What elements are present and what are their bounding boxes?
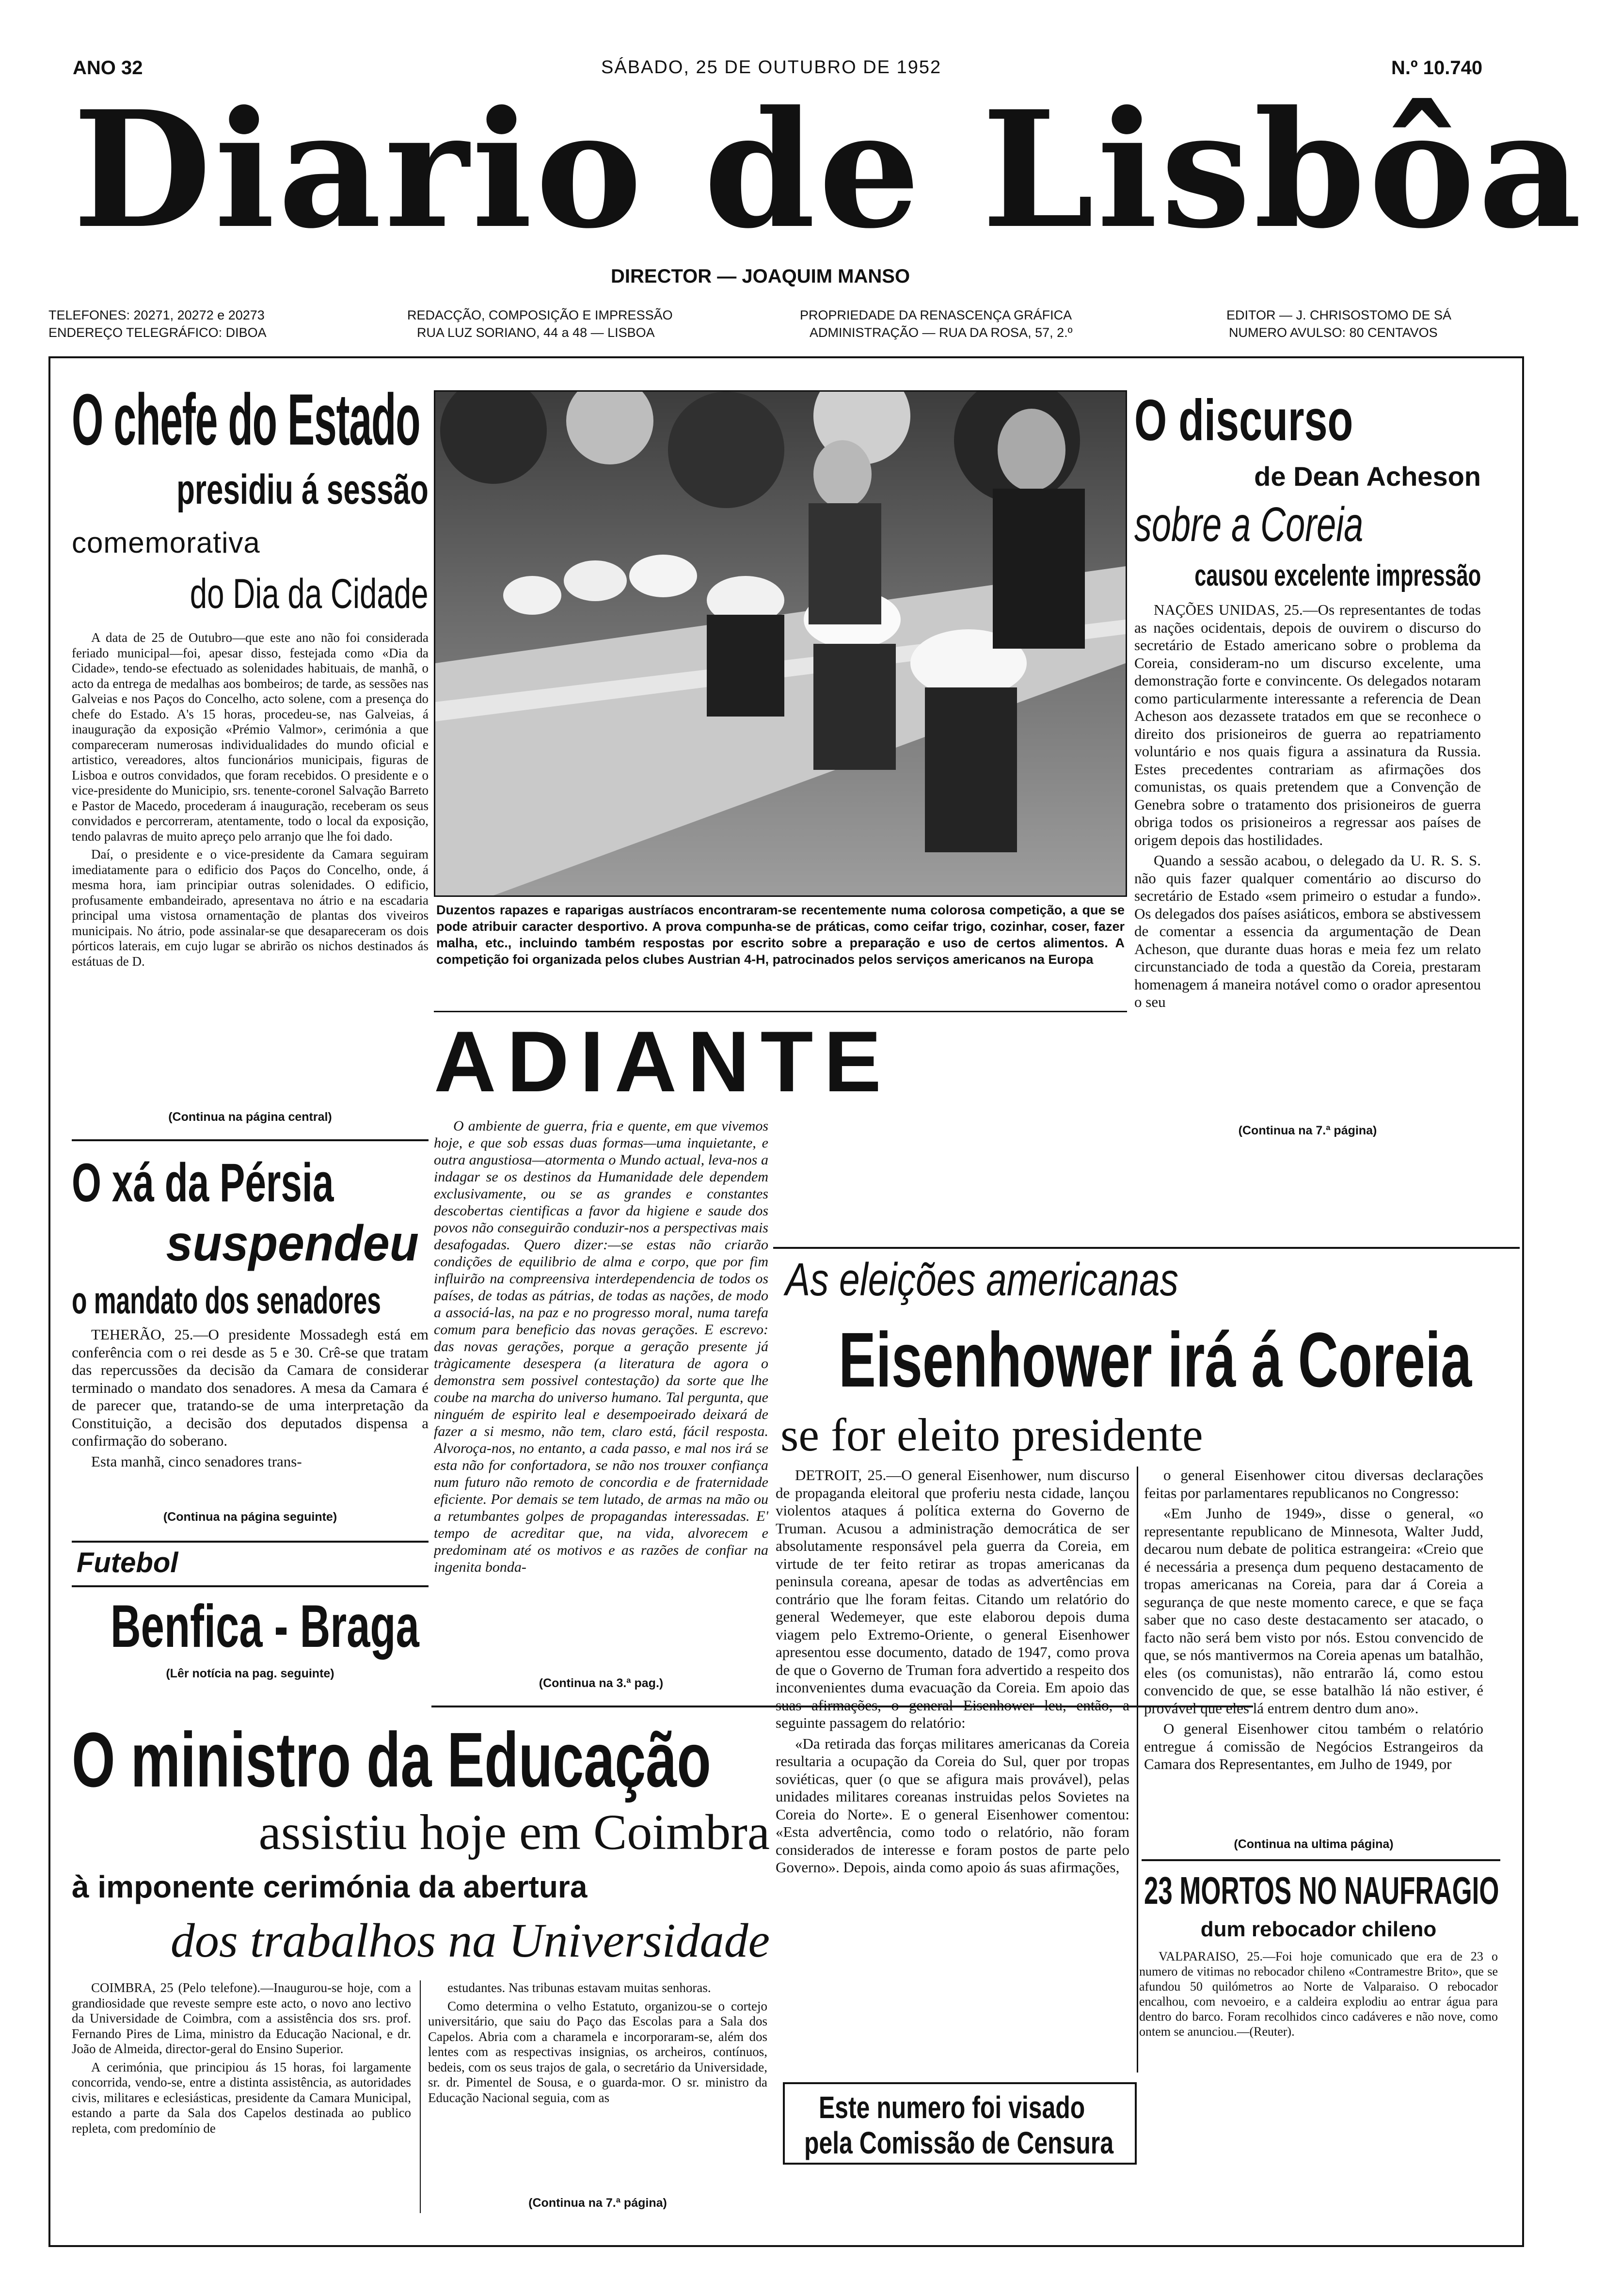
eisenhower-column-2 xyxy=(1144,1467,1483,1830)
educacao-continued: (Continua na 7.ª página) xyxy=(528,2196,667,2210)
persia-subhead-2: o mandato dos senadores xyxy=(72,1279,381,1322)
eisenhower-paragraph: DETROIT, 25.—O general Eisenhower, num discurso de propaganda eleitoral que proferiu nesta cidade, lançou violentos ataques á política externa do Governo de Truman. Acusou a administração democrática de ser absolutamente responsável pela guerra da Coreia, em virtude de ter feito retirar as tropas americanas da peninsula coreana, apesar de todas as advertências em contrário que lhe foram feitas. Citando um relatório do general Wedemeyer, que este elaborou depois duma viagem pelo Extremo-Oriente, o general Eisenhower apresentou esse documento, datado de 1947, como prova de que o Governo de Truman fora advertido a respeito dos inconvenientes duma evacuação da Coreia. Em apoio das suas afirmações, o general Eisenhower leu, então, a seguinte passagem do relatório: xyxy=(776,1467,1129,1731)
naufragio-headline: 23 MORTOS NO NAUFRAGIO xyxy=(1144,1869,1499,1912)
chefe-subhead-3: do Dia da Cidade xyxy=(190,571,429,617)
educacao-subhead-1: assistiu hoje em Coimbra xyxy=(258,1804,770,1860)
adiante-body: O ambiente de guerra, fria e quente, em que vivemos hoje, e que sob essas duas formas—uma inquietante, e outra angustiosa—atormenta o Mundo actual, leva-nos a indagar se os destinos da Humanidade dele dependem exclusivamente, ou se as grandes e constantes descobertas cientificas a favor da higiene e saude dos povos não conseguirão conduzir-nos a perspectivas mais desafogadas. Quero dizer:—se estas não criarão condições de equilibrio de alma e corpo, que por fim influirão na compreensiva interdependencia de todos os países, de todas as pátrias, de todas as nações, de modo a associá-las, na paz e no progresso moral, numa tarefa comum para beneficio das novas gerações. E escrevo: das novas gerações, porque a geração presente já tràgicamente desespera (a literatura de agora o demonstra sem possivel contestação) da sorte que lhe coube na marcha do universo humano. Tal pergunta, que ninguém de espirito leal e desempoeirado deixará de fazer a si mesmo, não tem, claro está, fácil resposta. Alvoroça-nos, no entanto, a cada passo, e mal nos irá se esta não for confortadora, se não nos trouxer confiança num futuro não remoto de concordia e de fraternidade eficiente. Por demais se tem lutado, de armas na mão ou a retumbantes golpes de propagandas interessadas. E' tempo de acreditar que, na vida, alvorecem e predominam até os motivos e as razões de confiar na ingenita bonda- xyxy=(434,1118,768,1575)
acheson-continued: (Continua na 7.ª página) xyxy=(1238,1124,1377,1137)
issue-year: ANO 32 xyxy=(73,57,143,79)
eisenhower-continued: (Continua na ultima página) xyxy=(1234,1837,1394,1851)
futebol-article xyxy=(72,1547,429,1692)
educacao-column-2 xyxy=(428,1980,767,2184)
eisenhower-paragraph: «Da retirada das forças militares americanas da Coreia resultaria a ocupação da Coreia do Sul, quer por tropas soviéticas, quer (o que se afigura mais provável), pelas unidades militares coreanas instruidas pelos Sovietes na Coreia do Norte». E o general Eisenhower comentou: «Esta advertência, como todo o relatório, não foram considerados de interesse e foram postos de parte pelo Governo». Depois, ainda como apoio ás suas afirmações, xyxy=(776,1735,1129,1876)
persia-continued: (Continua na página seguinte) xyxy=(163,1510,337,1524)
issue-date: SÁBADO, 25 DE OUTUBRO DE 1952 xyxy=(601,57,942,78)
naufragio-article xyxy=(1139,1866,1498,2167)
eisenhower-subhead: se for eleito presidente xyxy=(780,1409,1203,1461)
adiante-article xyxy=(434,1013,892,1702)
adiante-headline: ADIANTE xyxy=(434,1013,892,1110)
issue-number: N.º 10.740 xyxy=(1391,57,1483,79)
censura-line-1: Este numero foi visado xyxy=(819,2090,1085,2125)
eisenhower-headline: Eisenhower irá á Coreia xyxy=(839,1316,1472,1403)
editor: EDITOR — J. CHRISOSTOMO DE SÁ xyxy=(1226,308,1452,322)
persia-paragraph: TEHERÃO, 25.—O presidente Mossadegh está em conferência com o rei desde as 5 e 30. Crê-se que tratam das repercussões da decisão da Camara de considerar terminado o mandato dos senadores. A mesa da Camara é de parecer que, tratando-se de uma interpretação da Constituição, a decisão dos deputados dispensa a confirmação do soberano. xyxy=(72,1326,429,1449)
divider xyxy=(1142,1859,1500,1861)
divider xyxy=(72,1541,429,1543)
chefe-subhead-2: comemorativa xyxy=(72,526,260,559)
educacao-paragraph: Como determina o velho Estatuto, organizou-se o cortejo universitário, que saiu do Paço das Escolas para a Sala dos Capelos. Abria com a charamela e incorporaram-se, além dos lentes com as respectivas insignias, os archeiros, contínuos, bedeis, com os seus trajos de gala, o secretário da Universidade, sr. dr. Pimentel de Sousa, e o guarda-mor. O sr. ministro da Educação Nacional seguia, com as xyxy=(428,1998,767,2105)
persia-headline: O xá da Pérsia xyxy=(72,1152,334,1213)
acheson-paragraph: Quando a sessão acabou, o delegado da U. R. S. S. não quis fazer qualquer comentário ao discurso do secretário de Estado «sem primeiro o estudar a fundo». Os delegados dos países asiáticos, embora se abstivessem de comentar a essencia da argumentação de Dean Acheson, que durante duas horas e meia fez um relato circunstanciado de toda a questão da Coreia, prestaram homenagem á maneira notável como o orador apresentou o seu xyxy=(1134,852,1481,1010)
photo-frame xyxy=(434,390,1127,897)
educacao-paragraph: COIMBRA, 25 (Pelo telefone).—Inaugurou-se hoje, com a grandiosidade que reveste sempre este acto, o novo ano lectivo da Universidade de Coimbra, com a assistência dos srs. prof. Fernando Pires de Lima, ministro da Educação Nacional, e dr. João de Almeida, director-geral do Ensino Superior. xyxy=(72,1980,411,2056)
acheson-headline: O discurso xyxy=(1134,388,1353,453)
column-divider xyxy=(420,1980,421,2213)
persia-subhead-1: suspendeu xyxy=(166,1215,419,1272)
newspaper-title: Diario de Lisbôa xyxy=(73,76,1585,264)
photo-caption: Duzentos rapazes e raparigas austríacos encontraram-se recentemente numa colorosa competição, a que se pode atribuir caracter desportivo. A prova compunha-se de práticas, como ceifar trigo, cozinhar, coser, fazer malha, etc., incluindo também respostas por escrito sobre a preparação e uso de certos alimentos. A competição foi organizada pelos clubes Austrian 4-H, patrocinados pelos serviços americanos na Europa xyxy=(436,903,1125,967)
eisenhower-paragraph: «Em Junho de 1949», disse o general, «o representante republicano de Minnesota, Walter Judd, decarou num debate de politica estrangeira: «Creio que é necessária a presença dum pequeno destacamento de tropas americanas na Coreia, para dar á Coreia a segurança de que neste momento carece, e que se faça saber que no caso deste destacamento ser atacado, o facto não será bem visto por nós. Estou convencido de que, se nós mantivermos na Coreia apenas um batalhão, eles (os comunistas), não entrarão lá, como estou convencido de que, se esse batalhão lá não estiver, é provável que eles lá entrem dentro dum ano». xyxy=(1144,1505,1483,1717)
futebol-label: Futebol xyxy=(77,1547,178,1578)
chefe-paragraph: A data de 25 de Outubro—que este ano não foi considerada feriado municipal—foi, apesar disso, festejada como «Dia da Cidade», tendo-se efectuado as solenidades habituais, de manhã, o acto da entrega de medalhas aos bombeiros; de tarde, as sessões nas Galveias e nos Paços do Concelho, acto solene, com a presença do chefe do Estado. A's 15 horas, procedeu-se, nas Galveias, á inauguração da exposição «Prémio Valmor», cerimónia a que compareceram numerosas individualidades do mundo oficial e artistico, vereadores, altos funcionários municipais, figuras de Lisboa e outros convidados, que foram recebidos. O presidente e o vice-presidente do Municipio, srs. tenente-coronel Salvação Barreto e Pastor de Macedo, procederam á inauguração, receberam os seus convidados e percorreram, atentamente, todo o local da exposição, tendo palavras de muito apreço pelo arranjo que lhe foi dado. xyxy=(72,630,429,844)
futebol-headline: Benfica - Braga xyxy=(111,1593,419,1660)
redaccao-address: RUA LUZ SORIANO, 44 a 48 — LISBOA xyxy=(417,325,655,340)
divider xyxy=(434,1011,1127,1012)
chefe-body xyxy=(72,630,429,1096)
censura-line-2: pela Comissão de Censura xyxy=(804,2125,1114,2160)
column-divider xyxy=(1137,1467,1138,2073)
chefe-continued: (Continua na página central) xyxy=(168,1110,332,1124)
avulso: NUMERO AVULSO: 80 CENTAVOS xyxy=(1229,325,1438,340)
censura-box xyxy=(783,2082,1137,2165)
persia-body xyxy=(72,1326,429,1498)
educacao-subhead-3: dos trabalhos na Universidade xyxy=(170,1913,770,1967)
divider xyxy=(773,1247,1520,1249)
educacao-paragraph: A cerimónia, que principiou ás 15 horas, foi largamente concorrida, vendo-se, entre a distinta assistência, as autoridades civis, militares e eclesiásticas, presidente da Camara Municipal, estando a parte da Sala dos Capelos destinada ao publico repleta, com predomínio de xyxy=(72,2059,411,2136)
naufragio-subhead: dum rebocador chileno xyxy=(1200,1917,1437,1941)
photo-image xyxy=(435,392,1126,895)
chefe-article xyxy=(72,378,429,1134)
naufragio-body: VALPARAISO, 25.—Foi hoje comunicado que era de 23 o numero de vitimas no rebocador chileno «Contramestre Brito», que se afundou 50 quilómetros ao Norte de Valparaiso. O rebocador encalhou, com nevoeiro, e a caldeira explodiu ao entrar água para dentro do barco. Foram recolhidos cinco cadáveres e não nove, como ontem se anunciou.—(Reuter). xyxy=(1139,1949,1498,2039)
persia-article xyxy=(72,1151,429,1539)
adiante-continued: (Continua na 3.ª pag.) xyxy=(539,1676,664,1690)
director-line: DIRECTOR — JOAQUIM MANSO xyxy=(611,266,910,287)
eisenhower-paragraph: O general Eisenhower citou também o relatório entregue á comissão de Negócios Estrangeiros da Camara dos Representantes, em Julho de 1949, por xyxy=(1144,1720,1483,1772)
eisenhower-column-1 xyxy=(776,1467,1129,2053)
administracao: ADMINISTRAÇÃO — RUA DA ROSA, 57, 2.º xyxy=(810,325,1073,340)
phones: TELEFONES: 20271, 20272 e 20273 xyxy=(48,308,265,322)
eisenhower-paragraph: o general Eisenhower citou diversas declarações feitas por parlamentares republicanos no Congresso: xyxy=(1144,1467,1483,1501)
persia-paragraph: Esta manhã, cinco senadores trans- xyxy=(91,1452,302,1470)
children-competition-photo xyxy=(435,392,1126,895)
chefe-subhead-1: presidiu á sessão xyxy=(176,466,429,513)
chefe-headline: O chefe do Estado xyxy=(72,379,420,460)
acheson-paragraph: NAÇÕES UNIDAS, 25.—Os representantes de todas as nações ocidentais, depois de ouvirem o discurso do secretário de Estado americano sobre o problema da Coreia, consideram-no um discurso excelente, uma demonstração forte e convincente. Os delegados notaram como particularmente interessante a referencia de Dean Acheson aos dezassete tratados em que se reconhece o direito dos prisioneiros de guerra ao repatriamento voluntário e nos quais figura a assinatura da Russia. Estes precedentes contrariam as afirmações dos comunistas, os quais pretendem que a Convenção de Genebra sobre o tratamento dos prisioneiros de guerra obriga todos os prisioneiros a regressar aos países de origem depois das hostilidades. xyxy=(1134,601,1481,848)
telegraph: ENDEREÇO TELEGRÁFICO: DIBOA xyxy=(48,325,267,340)
chefe-paragraph: Daí, o presidente e o vice-presidente da Camara seguiram imediatamente para o edificio dos Paços do Concelho, onde, á mesma hora, iam principiar outras solenidades. O edificio, profusamente embandeirado, apresentava no átrio e na escadaria principal uma vistosa ornamentação de plantas dos viveiros municipais. No átrio, pode assinalar-se que desapareceram os dois pórticos laterais, em cujo lugar se abrirão os nichos destinados ás estátuas de D. xyxy=(72,847,429,969)
educacao-article xyxy=(72,1716,770,2230)
redaccao: REDACÇÃO, COMPOSIÇÃO E IMPRESSÃO xyxy=(407,308,673,322)
acheson-subhead-3: causou excelente impressão xyxy=(1194,559,1481,592)
acheson-body xyxy=(1134,601,1481,1117)
acheson-subhead-2: sobre a Coreia xyxy=(1134,497,1364,552)
educacao-column-1 xyxy=(72,1980,411,2223)
futebol-continued: (Lêr notícia na pag. seguinte) xyxy=(166,1667,334,1680)
propriedade: PROPRIEDADE DA RENASCENÇA GRÁFICA xyxy=(800,308,1072,322)
educacao-headline: O ministro da Educação xyxy=(72,1716,711,1803)
acheson-article xyxy=(1134,388,1481,1246)
divider xyxy=(72,1139,429,1141)
educacao-subhead-2: à imponente cerimónia da abertura xyxy=(72,1869,588,1904)
educacao-paragraph: estudantes. Nas tribunas estavam muitas senhoras. xyxy=(447,1980,711,1995)
eisenhower-kicker: As eleições americanas xyxy=(785,1254,1179,1306)
acheson-subhead-1: de Dean Acheson xyxy=(1254,461,1481,492)
divider xyxy=(72,1585,429,1587)
